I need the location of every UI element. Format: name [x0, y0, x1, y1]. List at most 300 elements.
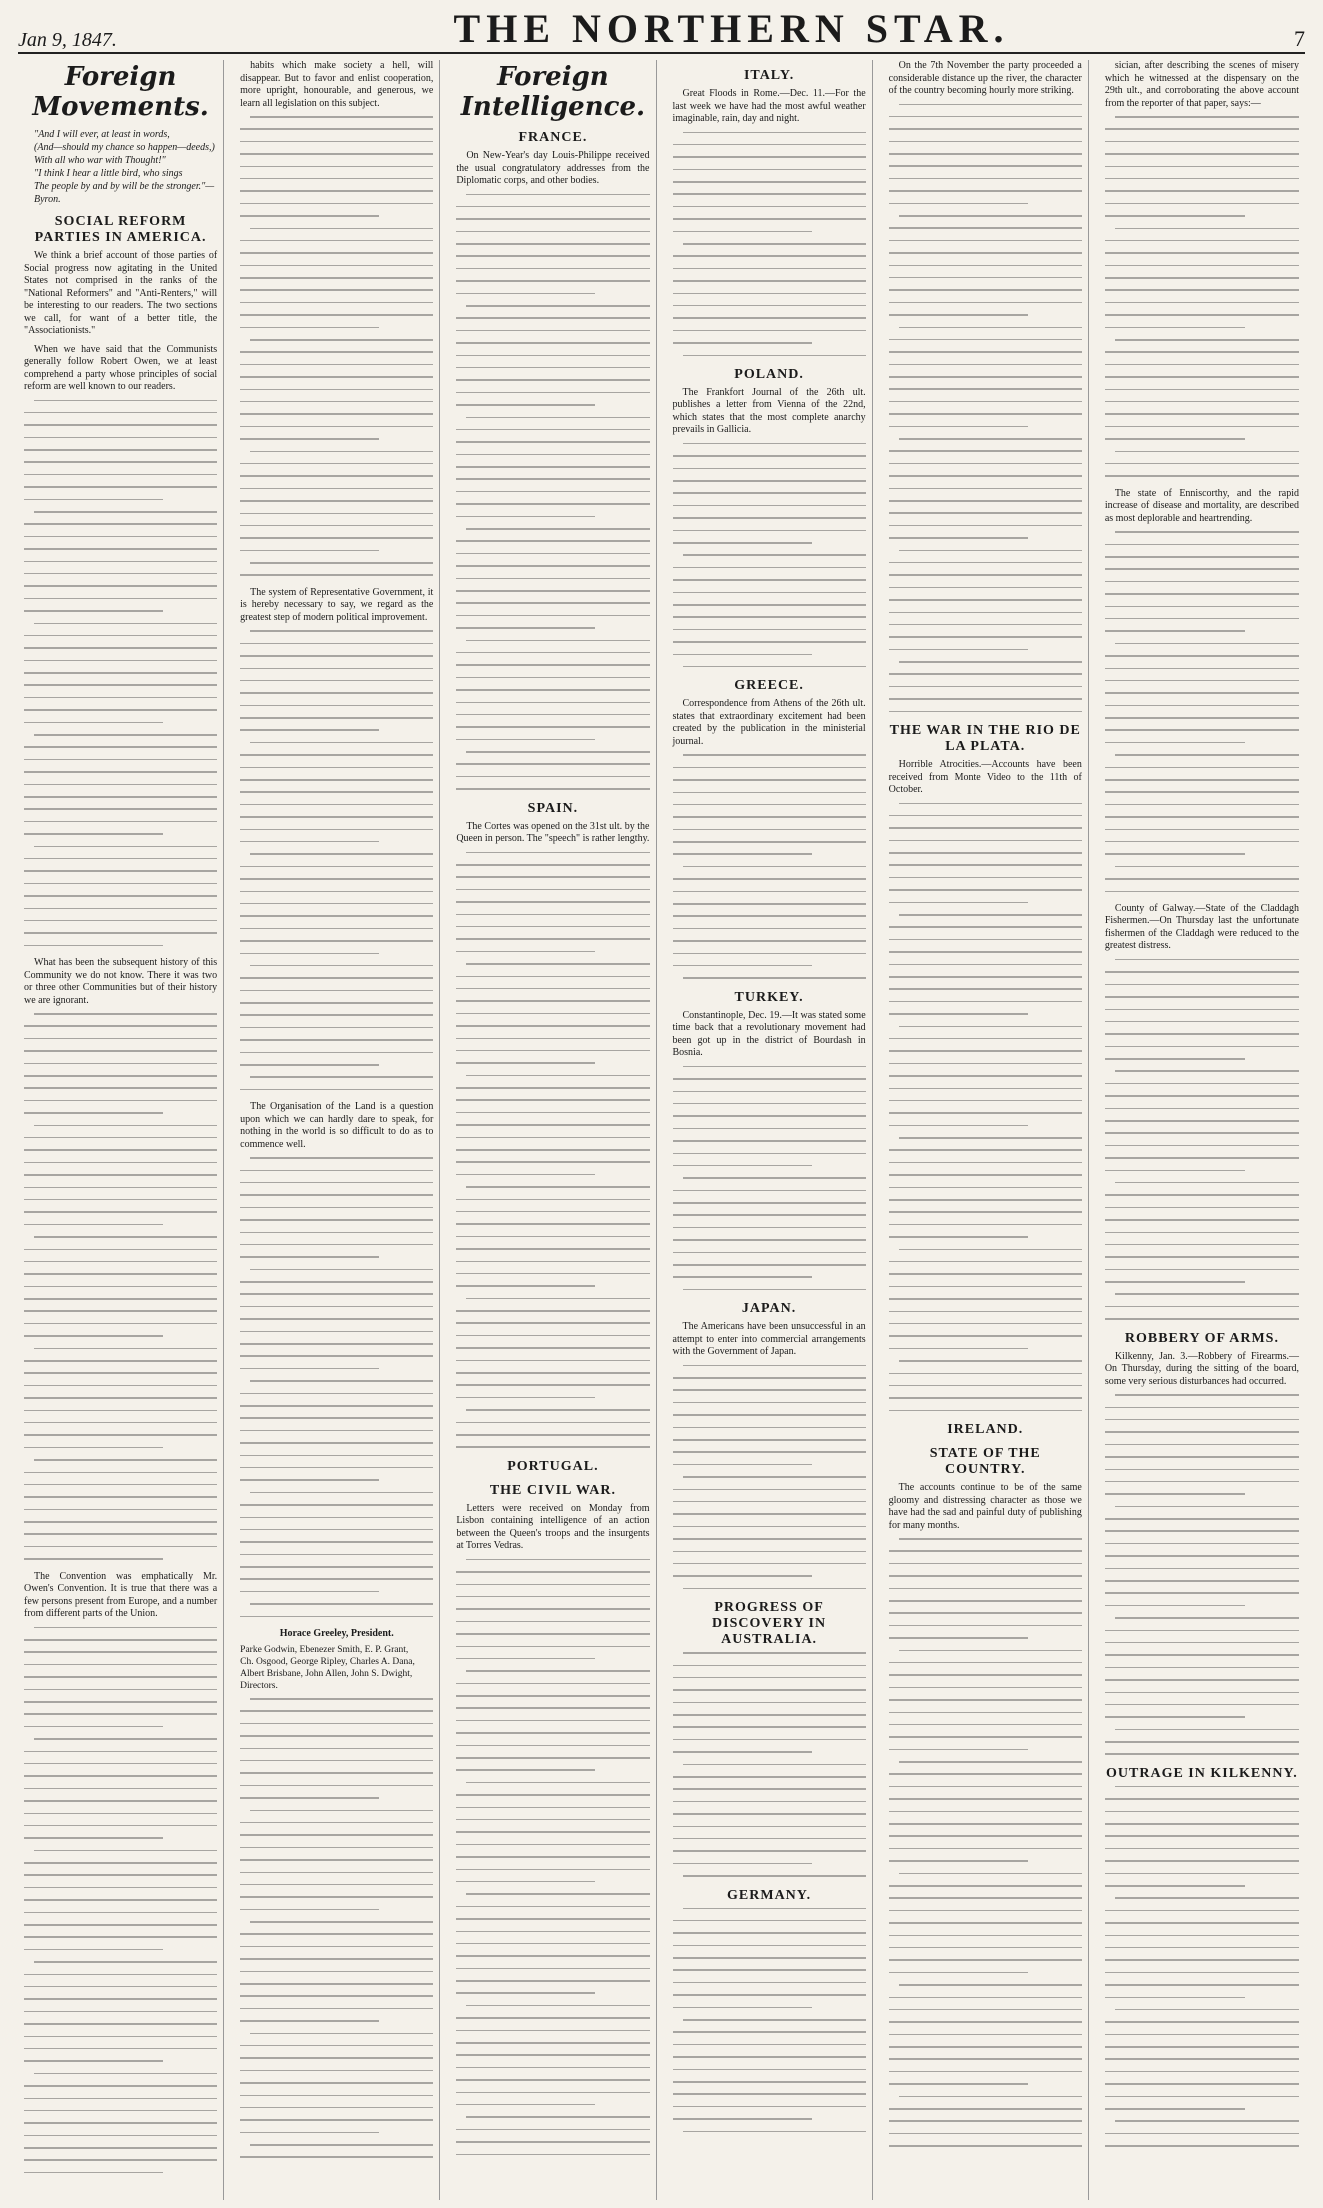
text-line	[1105, 544, 1299, 546]
text-line	[673, 1714, 866, 1716]
text-line	[240, 537, 433, 539]
text-line	[673, 1994, 866, 1996]
text-line	[240, 705, 433, 707]
text-line	[24, 1050, 217, 1052]
text-line	[673, 2093, 866, 2095]
text-line	[673, 1575, 812, 1577]
text-line	[250, 116, 433, 118]
text-line	[1105, 475, 1299, 477]
text-line	[1105, 265, 1299, 267]
text-line	[1115, 643, 1299, 645]
text-line	[1105, 1667, 1299, 1669]
text-line	[240, 2156, 433, 2158]
text-line	[673, 1091, 866, 1093]
text-line	[24, 1949, 163, 1951]
text-line	[673, 1214, 866, 1216]
text-line	[240, 1479, 379, 1481]
text-line	[24, 1701, 217, 1703]
text-line	[673, 280, 866, 282]
text-line	[1105, 853, 1245, 855]
text-line	[24, 1298, 217, 1300]
text-line	[889, 1922, 1082, 1924]
text-line	[889, 889, 1082, 891]
text-line	[466, 640, 649, 642]
text-line	[889, 1625, 1082, 1627]
text-line	[673, 1969, 866, 1971]
text-line	[1115, 2120, 1299, 2122]
text-line	[456, 664, 649, 666]
text-line	[673, 792, 866, 794]
text-line	[34, 846, 217, 848]
text-line	[1105, 1145, 1299, 1147]
text-line	[24, 945, 163, 947]
text-line	[24, 2036, 217, 2038]
text-line	[24, 684, 217, 686]
heading-japan: JAPAN.	[741, 1301, 797, 1317]
text-line	[1105, 327, 1245, 329]
text-line	[899, 1761, 1082, 1763]
text-line	[240, 1517, 433, 1519]
text-line	[240, 1872, 433, 1874]
text-line	[24, 1639, 217, 1641]
text-line	[456, 503, 649, 505]
text-line	[889, 426, 1028, 428]
text-line	[456, 404, 595, 406]
text-line	[240, 513, 433, 515]
text-line	[889, 1397, 1082, 1399]
text-line	[889, 815, 1082, 817]
text-line	[673, 1850, 866, 1852]
text-line	[889, 289, 1082, 291]
text-line	[456, 864, 649, 866]
text-line	[673, 804, 866, 806]
text-line	[240, 2045, 433, 2047]
text-line	[1105, 816, 1299, 818]
text-line	[456, 1918, 649, 1920]
text-line	[889, 1935, 1082, 1937]
text-line	[24, 870, 217, 872]
text-line	[673, 1165, 812, 1167]
text-line	[456, 2141, 649, 2143]
text-line	[240, 1331, 433, 1333]
text-line	[250, 562, 433, 564]
text-line	[24, 2060, 163, 2062]
text-line	[1105, 1679, 1299, 1681]
text-line	[456, 466, 649, 468]
text-line	[24, 2048, 217, 2050]
text-line	[456, 280, 649, 282]
text-line	[456, 689, 649, 691]
text-line	[889, 988, 1082, 990]
text-line	[889, 1848, 1082, 1850]
epigraph-verse	[34, 128, 217, 206]
text-line	[889, 1972, 1028, 1974]
text-body-filler	[1105, 1394, 1299, 1755]
text-line	[456, 1434, 649, 1436]
text-line	[1105, 804, 1299, 806]
text-line	[889, 1149, 1082, 1151]
text-line	[250, 965, 433, 967]
text-line	[889, 1662, 1082, 1664]
text-line	[1105, 364, 1299, 366]
text-line	[889, 612, 1082, 614]
text-line	[456, 2154, 649, 2156]
text-line	[466, 1186, 649, 1188]
text-line	[34, 1459, 217, 1461]
text-line	[24, 1974, 217, 1976]
text-line	[1105, 581, 1299, 583]
text-line	[240, 754, 433, 756]
text-line	[456, 1769, 595, 1771]
text-line	[889, 840, 1082, 842]
text-line	[24, 2147, 217, 2149]
text-line	[673, 505, 866, 507]
heading-greece: GREECE.	[734, 678, 804, 694]
section-title-foreign-movements: Foreign Movements.	[32, 62, 209, 122]
text-line	[456, 1161, 649, 1163]
text-line	[889, 2058, 1082, 2060]
text-line	[673, 1227, 866, 1229]
article-paragraph: On the 7th November the party proceeded a considerable distance up the river, the character of the country becoming hourly more striking.	[888, 60, 1082, 96]
text-line	[889, 1749, 1028, 1751]
text-line	[24, 1887, 217, 1889]
text-line	[1105, 1306, 1299, 1308]
text-line	[240, 2057, 433, 2059]
text-line	[24, 1112, 163, 1114]
text-line	[456, 218, 649, 220]
text-line	[240, 1318, 433, 1320]
text-line	[24, 561, 217, 563]
text-line	[673, 480, 866, 482]
text-line	[24, 523, 217, 525]
page-number: 7	[1294, 26, 1305, 51]
text-line	[240, 655, 433, 657]
text-line	[1105, 1456, 1299, 1458]
issue-date: Jan 9, 1847.	[18, 29, 117, 51]
text-line	[24, 1434, 217, 1436]
text-line	[456, 1025, 649, 1027]
text-line	[34, 1236, 217, 1238]
text-line	[1105, 1605, 1245, 1607]
text-line	[240, 550, 379, 552]
text-line	[673, 1739, 866, 1741]
text-body-filler	[1105, 116, 1299, 477]
text-line	[24, 1998, 217, 2000]
text-line	[24, 932, 217, 934]
text-line	[456, 1000, 649, 1002]
text-line	[673, 2118, 812, 2120]
text-line	[889, 698, 1082, 700]
heading-france: FRANCE.	[518, 130, 588, 145]
text-line	[456, 1831, 649, 1833]
text-line	[889, 1811, 1082, 1813]
text-line	[1105, 878, 1299, 880]
text-line	[683, 2019, 866, 2021]
text-line	[240, 1504, 433, 1506]
section-title-foreign-intelligence: Foreign Intelligence.	[460, 62, 646, 122]
text-line	[673, 1276, 812, 1278]
text-line	[673, 2007, 812, 2009]
text-line	[24, 808, 217, 810]
text-line	[683, 1365, 866, 1367]
text-line	[456, 268, 649, 270]
text-line	[1105, 1444, 1299, 1446]
text-line	[456, 1596, 649, 1598]
text-line	[24, 1372, 217, 1374]
text-line	[683, 1652, 866, 1654]
text-line	[456, 1199, 649, 1201]
text-line	[1115, 1394, 1299, 1396]
text-line	[24, 1788, 217, 1790]
text-line	[466, 1559, 649, 1561]
text-line	[456, 988, 649, 990]
text-line	[683, 754, 866, 756]
text-line	[456, 1322, 649, 1324]
text-line	[1105, 1910, 1299, 1912]
text-line	[456, 429, 649, 431]
article-paragraph: Correspondence from Athens of the 26th ult. states that extraordinary excitement had been created by the publication in the ministerial journal.	[672, 698, 866, 747]
text-line	[889, 364, 1082, 366]
text-line	[240, 364, 433, 366]
text-line	[456, 1310, 649, 1312]
text-line	[889, 1199, 1082, 1201]
text-line	[1105, 166, 1299, 168]
text-line	[456, 516, 595, 518]
text-line	[673, 1402, 866, 1404]
article-paragraph: County of Galway.—State of the Claddagh Fishermen.—On Thursday last the unfortunate fishermen of the Claddagh were reduced to the greatest distress.	[1104, 902, 1299, 952]
heading-state-of-country: STATE OF THE COUNTRY.	[929, 1446, 1041, 1478]
text-line	[24, 1410, 217, 1412]
signature-president: Horace Greeley, President.	[279, 1628, 394, 1640]
article-paragraph: When we have said that the Communists generally follow Robert Owen, we at least comprehend a party whose principles of social reform are well known to our readers.	[24, 343, 218, 392]
text-line	[24, 1713, 217, 1715]
text-line	[456, 1695, 649, 1697]
text-line	[1105, 203, 1299, 205]
text-line	[673, 1115, 866, 1117]
text-line	[250, 228, 433, 230]
text-line	[889, 964, 1082, 966]
text-line	[456, 1050, 649, 1052]
text-line	[1105, 1021, 1299, 1023]
text-line	[1105, 1493, 1245, 1495]
text-line	[1105, 1530, 1299, 1532]
text-line	[250, 451, 433, 453]
text-line	[899, 2096, 1082, 2098]
text-line	[889, 1286, 1082, 1288]
text-line	[1115, 959, 1299, 961]
text-line	[24, 1676, 217, 1678]
text-body-filler	[673, 1652, 866, 1877]
text-line	[240, 463, 433, 465]
text-line	[889, 711, 1082, 713]
article-paragraph: What has been the subsequent history of this Community we do not know. There it was two or three other Communities but of their history we are ignorant.	[24, 957, 218, 1006]
article-paragraph: The Organisation of the Land is a question upon which we can hardly dare to speak, for nothing in the world is so difficult to do as to commence well.	[240, 1101, 434, 1150]
text-line	[889, 512, 1082, 514]
text-line	[456, 392, 649, 394]
text-line	[673, 579, 866, 581]
text-line	[240, 475, 433, 477]
text-body-filler	[1105, 531, 1299, 892]
text-line	[673, 1838, 866, 1840]
text-line	[889, 1674, 1082, 1676]
text-line	[1105, 178, 1299, 180]
heading-germany: GERMANY.	[727, 1887, 812, 1903]
text-line	[1105, 1592, 1299, 1594]
text-line	[889, 1600, 1082, 1602]
text-line	[1105, 705, 1299, 707]
text-line	[250, 853, 433, 855]
text-line	[1105, 630, 1245, 632]
text-line	[673, 1665, 866, 1667]
text-line	[456, 1955, 649, 1957]
text-line	[889, 1699, 1082, 1701]
text-line	[456, 293, 595, 295]
text-line	[889, 1125, 1028, 1127]
text-line	[240, 1554, 433, 1556]
text-line	[456, 951, 595, 953]
text-line	[250, 1492, 433, 1494]
text-line	[673, 1538, 866, 1540]
text-line	[1105, 1984, 1299, 1986]
article-paragraph: On New-Year's day Louis-Philippe received the usual congratulatory addresses from the Diplomatic corps, and other bodies.	[456, 150, 650, 186]
text-line	[240, 1002, 433, 1004]
text-line	[24, 474, 217, 476]
text-line	[1105, 767, 1299, 769]
text-body-filler	[24, 1013, 217, 1560]
text-line	[456, 776, 649, 778]
text-line	[24, 1385, 217, 1387]
text-body-filler	[673, 754, 866, 979]
text-line	[240, 1822, 433, 1824]
text-line	[24, 1899, 217, 1901]
text-line	[899, 327, 1082, 329]
text-line	[889, 277, 1082, 279]
text-line	[456, 1608, 649, 1610]
text-line	[1105, 1848, 1299, 1850]
text-line	[1105, 426, 1299, 428]
text-line	[673, 891, 866, 893]
text-body-filler	[673, 1908, 866, 2133]
text-body-filler	[673, 443, 866, 668]
text-line	[24, 499, 163, 501]
text-body-filler	[24, 1627, 217, 2174]
text-line	[889, 926, 1082, 928]
text-line	[683, 1588, 866, 1590]
text-line	[24, 647, 217, 649]
text-line	[673, 1801, 866, 1803]
text-line	[240, 166, 433, 168]
text-line	[673, 517, 866, 519]
text-line	[673, 1526, 866, 1528]
text-line	[673, 330, 866, 332]
text-line	[1105, 2108, 1245, 2110]
text-line	[456, 702, 649, 704]
text-line	[1105, 215, 1245, 217]
text-line	[673, 542, 812, 544]
text-line	[456, 255, 649, 257]
text-line	[456, 355, 649, 357]
text-line	[456, 243, 649, 245]
text-line	[240, 791, 433, 793]
text-line	[456, 1087, 649, 1089]
text-line	[1105, 1518, 1299, 1520]
text-line	[683, 1875, 866, 1877]
text-line	[1105, 668, 1299, 670]
text-line	[24, 1546, 217, 1548]
text-line	[1105, 1704, 1299, 1706]
text-line	[240, 1946, 433, 1948]
text-line	[240, 2132, 379, 2134]
text-line	[889, 1335, 1082, 1337]
text-line	[673, 255, 866, 257]
text-line	[889, 1323, 1082, 1325]
text-line	[24, 1211, 217, 1213]
text-line	[889, 2120, 1082, 2122]
text-line	[456, 1236, 649, 1238]
text-line	[456, 1285, 595, 1287]
text-line	[24, 1986, 217, 1988]
text-line	[240, 215, 379, 217]
text-line	[24, 1162, 217, 1164]
text-line	[1105, 618, 1299, 620]
article-paragraph: The state of Enniscorthy, and the rapid increase of disease and mortality, are described as most deplorable and heartrending.	[1104, 487, 1299, 524]
text-line	[673, 1689, 866, 1691]
verse-line: The people by and by will be the stronger."—Byron.	[34, 181, 215, 205]
text-line	[673, 841, 866, 843]
text-line	[1105, 240, 1299, 242]
article-paragraph: We think a brief account of those parties of Social progress now agitating in the United States not comprised in the ranks of the "National Reformers" and "Anti-Renters," will be interesting to our readers. The two sections we call, for want of a better title, the "Associationists."	[24, 250, 218, 336]
text-line	[24, 2159, 217, 2161]
text-line	[673, 1551, 866, 1553]
text-line	[456, 2129, 649, 2131]
text-line	[673, 268, 866, 270]
text-line	[240, 940, 433, 942]
text-line	[673, 1252, 866, 1254]
text-line	[889, 2108, 1082, 2110]
text-line	[24, 1689, 217, 1691]
text-line	[24, 1936, 217, 1938]
text-line	[456, 714, 649, 716]
text-line	[673, 1439, 866, 1441]
text-line	[673, 1414, 866, 1416]
text-line	[1105, 1157, 1299, 1159]
text-line	[456, 976, 649, 978]
text-line	[466, 852, 649, 854]
text-line	[889, 116, 1082, 118]
text-line	[240, 1343, 433, 1345]
text-line	[889, 1088, 1082, 1090]
text-line	[889, 2071, 1082, 2073]
text-line	[24, 771, 217, 773]
text-line	[456, 1819, 649, 1821]
text-line	[673, 317, 866, 319]
text-line	[240, 1797, 379, 1799]
verse-line: (And—should my chance so happen—deeds,)	[34, 142, 215, 153]
text-line	[889, 314, 1028, 316]
text-line	[24, 1360, 217, 1362]
text-line	[456, 1584, 649, 1586]
text-line	[1105, 1194, 1299, 1196]
text-line	[24, 883, 217, 885]
text-line	[899, 1137, 1082, 1139]
text-line	[683, 1289, 866, 1291]
text-line	[24, 784, 217, 786]
text-line	[240, 1909, 379, 1911]
text-line	[1105, 302, 1299, 304]
column-2	[234, 60, 440, 2200]
text-line	[889, 252, 1082, 254]
text-line	[673, 455, 866, 457]
